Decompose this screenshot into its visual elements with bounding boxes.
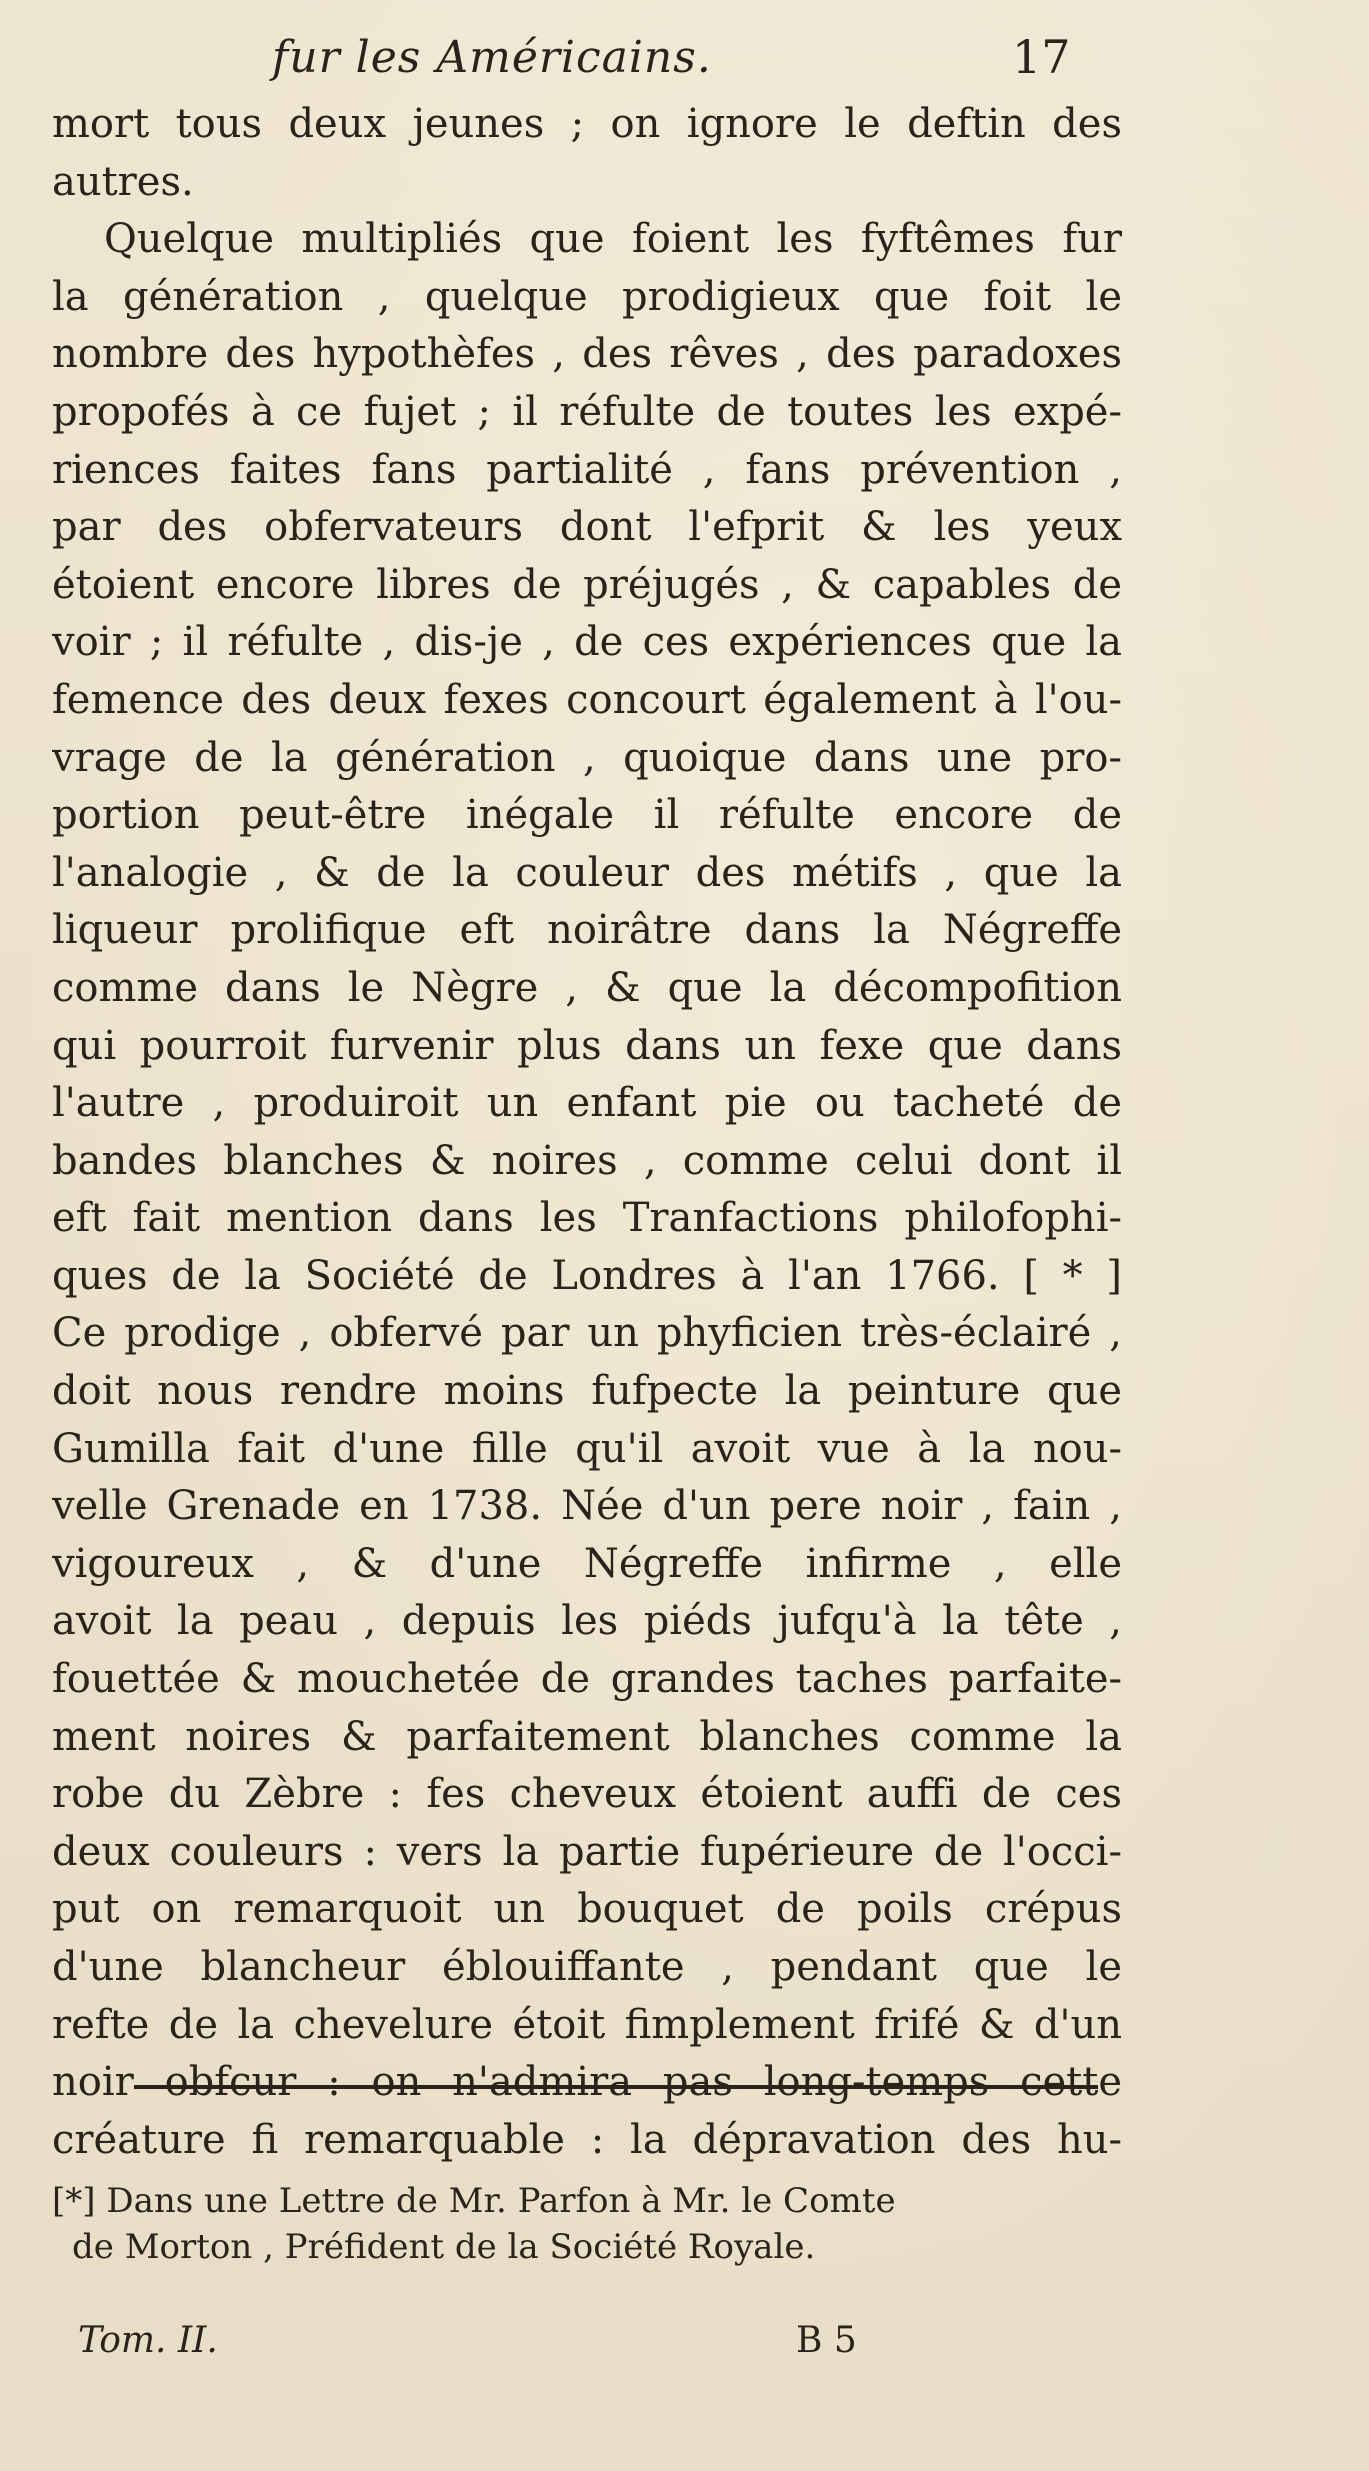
text-line: deux couleurs : vers la partie fupérieure de l'occi-: [52, 1828, 1122, 1875]
page-number: 17: [1012, 30, 1071, 84]
footnote-rule: [134, 2085, 1098, 2089]
text-line: vigoureux , & d'une Négreffe infirme , elle: [52, 1540, 1122, 1587]
text-line: qui pourroit furvenir plus dans un fexe que dans: [52, 1022, 1122, 1069]
page-header: [0, 28, 1369, 104]
text-line: eft fait mention dans les Tranfactions philofophi-: [52, 1195, 1122, 1242]
text-line: avoit la peau , depuis les piéds jufqu'à la tête ,: [52, 1598, 1122, 1645]
text-line: refte de la chevelure étoit fimplement frifé & d'un: [52, 2001, 1122, 2048]
text-line: l'autre , produiroit un enfant pie ou tacheté de: [52, 1080, 1122, 1127]
text-line: Quelque multipliés que foient les fyftêmes fur: [104, 216, 1122, 263]
text-line: ques de la Société de Londres à l'an 1766. [ * ]: [52, 1252, 1122, 1299]
text-line: riences faites fans partialité , fans prévention ,: [52, 446, 1122, 493]
running-title: fur les Américains.: [272, 32, 712, 83]
volume-mark: Tom. II.: [78, 2320, 218, 2361]
text-line: voir ; il réfulte , dis-je , de ces expériences que la: [52, 619, 1122, 666]
text-line: Gumilla fait d'une fille qu'il avoit vue à la nou-: [52, 1425, 1122, 1472]
text-line: créature fi remarquable : la dépravation des hu-: [52, 2116, 1122, 2163]
signature-mark: B 5: [796, 2320, 857, 2361]
text-line: bandes blanches & noires , comme celui dont il: [52, 1137, 1122, 1184]
text-line: la génération , quelque prodigieux que foit le: [52, 273, 1122, 320]
text-line: l'analogie , & de la couleur des métifs , que la: [52, 849, 1122, 896]
text-line: ment noires & parfaitement blanches comme la: [52, 1713, 1122, 1760]
text-line: nombre des hypothèfes , des rêves , des paradoxes: [52, 331, 1122, 378]
text-line: par des obfervateurs dont l'efprit & les yeux: [52, 504, 1122, 551]
text-line: comme dans le Nègre , & que la décompofition: [52, 964, 1122, 1011]
footnote-line: [*] Dans une Lettre de Mr. Parfon à Mr. le Comte: [52, 2181, 896, 2221]
text-line: étoient encore libres de préjugés , & capables de: [52, 561, 1122, 608]
footnote-line: de Morton , Préfident de la Société Royale.: [72, 2227, 816, 2267]
text-line: put on remarquoit un bouquet de poils crépus: [52, 1886, 1122, 1933]
text-line: portion peut-être inégale il réfulte encore de: [52, 792, 1122, 839]
text-line: noir obfcur : on n'admira pas long-temps cette: [52, 2059, 1122, 2106]
text-line: doit nous rendre moins fufpecte la peinture que: [52, 1368, 1122, 1415]
text-line: propofés à ce fujet ; il réfulte de toutes les expé-: [52, 388, 1122, 435]
text-line: autres.: [52, 158, 194, 205]
text-line: robe du Zèbre : fes cheveux étoient auffi de ces: [52, 1771, 1122, 1818]
text-line: liqueur prolifique eft noirâtre dans la Négreffe: [52, 907, 1122, 954]
text-line: mort tous deux jeunes ; on ignore le deftin des: [52, 101, 1122, 147]
text-line: vrage de la génération , quoique dans une pro-: [52, 734, 1122, 781]
footnote: [52, 2178, 1122, 2270]
text-line: fouettée & mouchetée de grandes taches parfaite-: [52, 1656, 1122, 1703]
text-line: Ce prodige , obfervé par un phyficien très-éclairé ,: [52, 1310, 1122, 1357]
text-line: velle Grenade en 1738. Née d'un pere noir , fain ,: [52, 1483, 1122, 1530]
body-text: [52, 96, 1122, 2169]
signature-line: [0, 2320, 1369, 2380]
text-line: d'une blancheur éblouiffante , pendant que le: [52, 1944, 1122, 1990]
text-line: femence des deux fexes concourt également à l'ou-: [52, 676, 1122, 723]
